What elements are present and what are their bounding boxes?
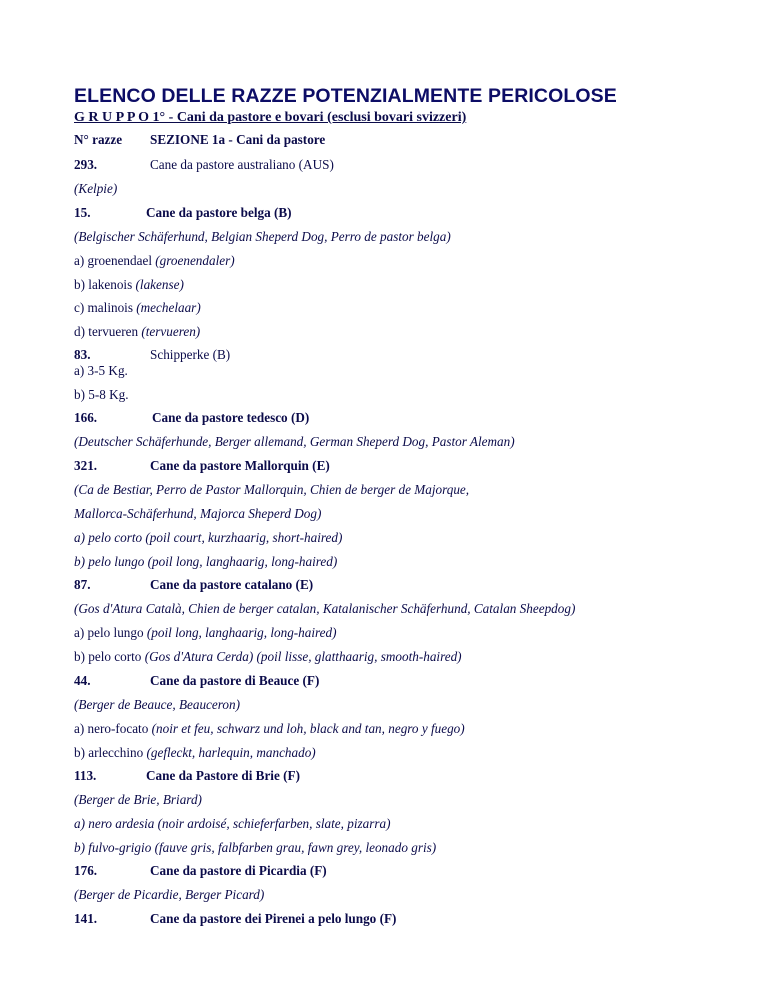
variety-alias: (poil long, langhaarig, long-haired) bbox=[146, 625, 337, 640]
variety-name: d) tervueren bbox=[74, 324, 142, 339]
breed-number: 44. bbox=[74, 673, 91, 688]
breed-number: 293. bbox=[74, 157, 98, 172]
variety-name: b) pelo corto bbox=[74, 649, 145, 664]
variety-line bbox=[74, 721, 465, 737]
variety-line bbox=[74, 253, 235, 269]
breed-name: Cane da Pastore di Brie (F) bbox=[146, 768, 300, 783]
variety-alias: (groenendaler) bbox=[155, 253, 235, 268]
variety-alias: (lakense) bbox=[135, 277, 184, 292]
variety-line: a) pelo corto (poil court, kurzhaarig, short-haired) bbox=[74, 530, 343, 545]
breed-name: Schipperke (B) bbox=[150, 347, 231, 362]
section-row bbox=[74, 132, 325, 148]
variety-alias: (mechelaar) bbox=[136, 300, 201, 315]
variety-name: b) arlecchino bbox=[74, 745, 147, 760]
breed-row bbox=[74, 911, 396, 927]
section-title: SEZIONE 1a - Cani da pastore bbox=[150, 132, 326, 147]
breed-number: 321. bbox=[74, 458, 98, 473]
breed-row bbox=[74, 410, 309, 426]
breed-name: Cane da pastore di Picardia (F) bbox=[150, 863, 327, 878]
breed-alias: Mallorca-Schäferhund, Majorca Sheperd Dog) bbox=[74, 506, 322, 521]
breed-number: 166. bbox=[74, 410, 98, 425]
breed-number: 87. bbox=[74, 577, 91, 592]
variety-alias: (gefleckt, harlequin, manchado) bbox=[146, 745, 316, 760]
variety-line bbox=[74, 300, 201, 316]
variety-name: a) pelo lungo bbox=[74, 625, 147, 640]
variety-line: a) 3-5 Kg. bbox=[74, 363, 128, 378]
document-title: ELENCO DELLE RAZZE POTENZIALMENTE PERICOLOSE bbox=[74, 85, 617, 107]
breed-alias: (Ca de Bestiar, Perro de Pastor Mallorquin, Chien de berger de Majorque, bbox=[74, 482, 470, 497]
breed-row bbox=[74, 458, 330, 474]
breed-number: 83. bbox=[74, 347, 91, 362]
breed-number: 113. bbox=[74, 768, 97, 783]
breed-row bbox=[74, 673, 319, 689]
variety-name: a) nero-focato bbox=[74, 721, 152, 736]
breed-name: Cane da pastore belga (B) bbox=[146, 205, 292, 220]
document-page bbox=[74, 84, 754, 127]
variety-line: b) 5-8 Kg. bbox=[74, 387, 129, 402]
breed-alias: (Berger de Brie, Briard) bbox=[74, 792, 202, 807]
breed-alias: (Berger de Beauce, Beauceron) bbox=[74, 697, 240, 712]
variety-line: a) nero ardesia (noir ardoisé, schieferfarben, slate, pizarra) bbox=[74, 816, 391, 831]
breed-number: 176. bbox=[74, 863, 98, 878]
breed-row bbox=[74, 205, 292, 221]
breed-name: Cane da pastore tedesco (D) bbox=[152, 410, 310, 425]
variety-alias: (tervueren) bbox=[141, 324, 201, 339]
variety-line: b) fulvo-grigio (fauve gris, falbfarben grau, fawn grey, leonado gris) bbox=[74, 840, 437, 855]
variety-line bbox=[74, 324, 200, 340]
breed-alias: (Berger de Picardie, Berger Picard) bbox=[74, 887, 265, 902]
variety-name: a) groenendael bbox=[74, 253, 156, 268]
variety-name: b) lakenois bbox=[74, 277, 136, 292]
breed-row bbox=[74, 157, 334, 173]
breed-name: Cane da pastore di Beauce (F) bbox=[150, 673, 320, 688]
variety-line bbox=[74, 625, 337, 641]
breed-name: Cane da pastore Mallorquin (E) bbox=[150, 458, 330, 473]
breed-row bbox=[74, 347, 230, 363]
breed-alias: (Deutscher Schäferhunde, Berger allemand, German Sheperd Dog, Pastor Aleman) bbox=[74, 434, 515, 449]
breed-alias: (Gos d'Atura Català, Chien de berger catalan, Katalanischer Schäferhund, Catalan Sheepdog) bbox=[74, 601, 576, 616]
group-heading: G R U P P O 1° - Cani da pastore e bovari (esclusi bovari svizzeri) bbox=[74, 110, 467, 125]
variety-line: b) pelo lungo (poil long, langhaarig, long-haired) bbox=[74, 554, 338, 569]
breed-row bbox=[74, 768, 300, 784]
breed-name: Cane da pastore catalano (E) bbox=[150, 577, 314, 592]
variety-line bbox=[74, 745, 316, 761]
variety-alias: (Gos d'Atura Cerda) (poil lisse, glatthaarig, smooth-haired) bbox=[144, 649, 462, 664]
variety-name: c) malinois bbox=[74, 300, 137, 315]
breed-row bbox=[74, 577, 313, 593]
breed-alias: (Kelpie) bbox=[74, 181, 118, 196]
variety-line bbox=[74, 649, 462, 665]
breed-alias: (Belgischer Schäferhund, Belgian Sheperd Dog, Perro de pastor belga) bbox=[74, 229, 451, 244]
variety-line bbox=[74, 277, 184, 293]
breed-name: Cane da pastore australiano (AUS) bbox=[150, 157, 334, 172]
breed-row bbox=[74, 863, 327, 879]
variety-alias: (noir et feu, schwarz und loh, black and tan, negro y fuego) bbox=[151, 721, 465, 736]
breed-number: 141. bbox=[74, 911, 98, 926]
breed-name: Cane da pastore dei Pirenei a pelo lungo (F) bbox=[150, 911, 397, 926]
breed-number: 15. bbox=[74, 205, 91, 220]
column-header-number: N° razze bbox=[74, 132, 123, 147]
